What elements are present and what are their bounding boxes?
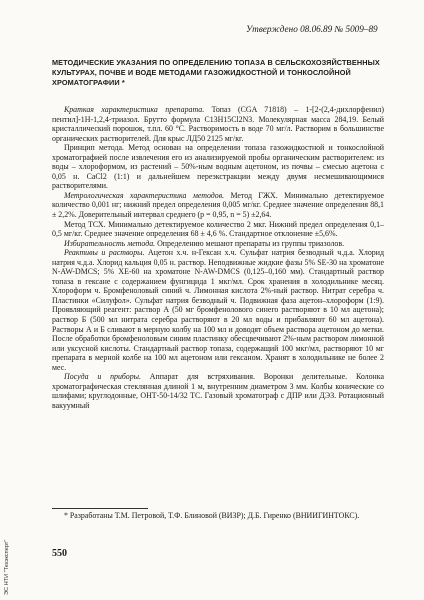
paragraph-text: Метод ГЖХ. Минимально детектируемое количество 0,001 нг; нижний предел определения 0,005 мг/кг. Среднее значение определения 88,1 ± 2,2%. Доверительный интервал среднего (р = 0,95, n = 5) ±2,64. — [52, 190, 384, 220]
paragraph-lead: Метрологическая характеристика методов. — [64, 190, 225, 200]
side-watermark-text: ЭС НТИ "Техэксперт" — [4, 539, 10, 595]
paragraph-lead: Краткая характеристика препарата. — [64, 105, 205, 114]
paragraph — [52, 220, 384, 239]
paragraph-text: Топаз (CGA 71818) – 1-[2-(2,4-дихлорфенил) пентил]-1Н-1,2,4-триазол. Брутто формула C13H15Cl2N3. Молекулярная масса 284,19. Белый кристаллический порошок, т.пл. 60 °С. Растворимость в воде 70 мг/л. Растворим в большинстве органических растворителей. Для крыс ЛД50 2125 мг/кг. — [52, 105, 384, 143]
paragraph-text: Определению мешают препараты из группы триазолов. — [155, 238, 345, 248]
paragraph-text: Аппарат для встряхивания. Воронки делительные. Колонка хроматографическая стеклянная длиной 1 м, внутренним диаметром 3 мм. Колбы конические со шлифами; круглодонные, ОНТ-50-14/32 ТС. Газовый хроматограф с ДПР или ДЭЗ. Ротационный вакуумный — [52, 372, 384, 410]
paragraph — [52, 248, 384, 372]
paragraph-lead: Реактивы и растворы. — [64, 248, 145, 258]
footnote-divider — [52, 508, 148, 509]
footnote — [52, 511, 384, 521]
paragraph — [52, 239, 384, 249]
paragraph-text: Ацетон х.ч. н-Гексан х.ч. Сульфат натрия безводный ч.д.а. Хлорид натрия ч.д.а. Хлорид кальция 0,05 н. раствор. Неподвижные жидкие фазы 5% SE-30 на хроматоне N-AW-DMCS; 5% XE-60 на хроматоне N-AW-DMCS (0,125–0,160 мм). Стандартный раствор топаза в гексане с содержанием фунгицида 1 мкг/мл. Срок хранения в холодильнике месяц. Хлороформ ч. Бромфеноловый синий ч. Лимонная кислота 2%-ный раствор. Нитрат серебра ч. Пластинки «Силуфол». Сульфат натрия безводный ч. Подвижная фаза ацетон–хлороформ (1:9). Проявляющий реагент: раствор А (50 мг бромфенолового синего растворяют в 10 мл ацетона); раствор Б (500 мл нитрата серебра растворяют в 20 мл воды и прибавляют 60 мл ацетона). Растворы А и Б сливают в мерную колбу на 100 мл и доводят объем раствора ацетоном до метки. После обработки бромфеноловым синим пластинку обесцвечивают 2%-ным раствором лимонной или уксусной кислоты. Стандартный раствор топаза, содержащий 100 мкг/мл, растворяют 10 мг препарата в мерной колбе на 100 мл ацетоном или гексаном. Хранят в холодильнике не более 2 мес. — [52, 248, 384, 372]
paragraph — [52, 191, 384, 220]
document-title: МЕТОДИЧЕСКИЕ УКАЗАНИЯ ПО ОПРЕДЕЛЕНИЮ ТОПАЗА В СЕЛЬСКОХОЗЯЙСТВЕННЫХ КУЛЬТУРАХ, ПОЧВЕ И ВОДЕ МЕТОДАМИ ГАЗОЖИДКОСТНОЙ И ТОНКОСЛОЙНОЙ ХРОМАТОГРАФИИ * — [52, 58, 380, 87]
paragraph-lead: Избирательность метода. — [64, 238, 156, 248]
approval-line: Утверждено 08.06.89 № 5009–89 — [246, 24, 378, 34]
paragraph — [52, 143, 384, 191]
paragraph-text: Принцип метода. Метод основан на определении топаза газожидкостной и тонкослойной хроматографией после извлечения его из анализируемой пробы органическим растворителем: из воды – хлороформом, из растений – 50%-ным водным ацетоном, из почвы – смесью ацетона с 0,05 н. CaCl2 (1:1) и дальнейшем переэкстракции между двумя несмешивающимися растворителями. — [52, 143, 384, 191]
paragraph-text: Метод ТСХ. Минимально детектируемое количество 2 мкг. Нижний предел определения 0,1–0,5 мг/кг. Среднее значение определения 68 ± 4,6 %. Стандартное отклонение ±5,6%. — [52, 219, 384, 239]
footnote-text: * Разработаны Т.М. Петровой, Т.Ф. Блиновой (ВИЗР); Д.Б. Гиренко (ВНИИГИНТОКС). — [64, 511, 360, 520]
paragraph-lead: Посуда и приборы. — [64, 372, 141, 382]
paragraph — [52, 105, 384, 143]
paragraph — [52, 372, 384, 410]
page-number: 550 — [52, 548, 67, 559]
document-body — [52, 105, 384, 411]
